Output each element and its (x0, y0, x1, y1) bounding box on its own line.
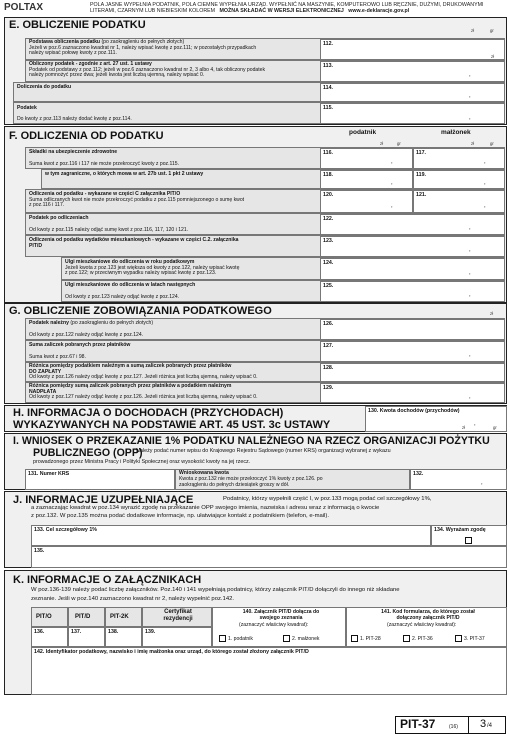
section-i (4, 433, 507, 490)
header-instructions (90, 2, 508, 14)
section-j-desc1: Podatnicy, którzy wypełnili część I, w poz.133 mogą podać cel szczegółowy 1%, (223, 496, 432, 502)
field-112-zl: zł (491, 54, 495, 59)
col-pito: PIT/O (31, 607, 68, 627)
section-j-title: J. INFORMACJE UZUPEŁNIAJĄCE (13, 494, 194, 506)
g-zl: zł (490, 311, 494, 316)
option-pit36-label: 2. PIT-36 (412, 636, 433, 642)
section-j-desc3: z poz.132. W poz.135 można podać dodatkowe informacje, np. ułatwiające kontakt z podatnikiem (telefon, e-mail). (31, 513, 329, 519)
amount-title: Wnioskowana kwota (179, 470, 229, 476)
section-k-title: K. INFORMACJE O ZAŁĄCZNIKACH (13, 574, 202, 586)
field-134 (431, 525, 507, 546)
section-h (4, 405, 507, 432)
field-119[interactable]: 119. , (413, 170, 505, 189)
col-taxpayer: podatnik (349, 129, 377, 136)
field-126[interactable]: 126. (320, 319, 505, 340)
section-j-desc2: a zaznaczając kwadrat w poz.134 wyrazić zgodę na przekazanie OPP swojego imienia, nazwiska i adresu wraz z informacją o kwocie (31, 505, 380, 511)
option-pit28-label: 1. PIT-28 (360, 636, 381, 642)
field-130-gr: gr (493, 425, 497, 430)
footer-form-box (395, 716, 506, 734)
row-129-label: Różnica pomiędzy sumą zaliczek pobranych przez płatników a podatkiem należnym NADPŁATA Od kwoty z poz.127 należy odjąć kwotę z poz.126. Jeżeli różnica jest liczbą ujemną, należy wpisać 0. (29, 383, 258, 401)
header-line1: POLA JASNE WYPEŁNIA PODATNIK, POLA CIEMNE WYPEŁNIA URZĄD. WYPEŁNIĆ NA MASZYNIE, KOMPUTEROWO LUB RĘCZNIE, DUŻYMI, DRUKOWANYMI (90, 2, 484, 8)
row-122-label: Podatek po odliczeniach (29, 215, 89, 221)
row-127 (25, 340, 505, 362)
field-140 (212, 607, 346, 647)
f-gr2: gr (490, 141, 494, 146)
section-e-title: E. OBLICZENIE PODATKU (9, 19, 146, 31)
field-135-label: 135. (34, 548, 45, 554)
row-115-desc: Do kwoty z poz.113 należy dodać kwotę z poz.114. (17, 116, 132, 122)
header-brand: POLTAX (4, 2, 44, 13)
field-125[interactable]: 125. , (320, 281, 505, 302)
field-133[interactable] (31, 525, 431, 546)
row-124 (61, 257, 505, 280)
field-130[interactable]: 130. Kwota dochodów (przychodów) , zł gr (365, 406, 507, 432)
option-spouse-label: 2. małżonek (292, 636, 320, 642)
field-140-title: 140. Załącznik PIT/D dołącza do swojego zeznania (242, 609, 320, 621)
row-115-label: Podatek (17, 105, 37, 111)
option-spouse-checkbox[interactable] (283, 635, 290, 642)
field-122[interactable]: 122. , (320, 214, 505, 235)
field-112[interactable] (320, 39, 505, 60)
amount-label-cell (175, 469, 410, 490)
field-138[interactable]: 138. (105, 627, 142, 647)
field-120[interactable]: 120. , (320, 190, 413, 213)
section-e (4, 17, 507, 125)
row-112 (25, 38, 505, 60)
field-114-num: 114. (323, 85, 334, 91)
section-j (4, 491, 507, 568)
col-pitd: PIT/D (68, 607, 105, 627)
col-spouse: małżonek (441, 129, 471, 136)
row-114 (13, 82, 505, 102)
field-139[interactable]: 139. (142, 627, 212, 647)
section-h-title (13, 407, 330, 431)
section-h-title1: H. INFORMACJA O DOCHODACH (PRZYCHODACH) (13, 407, 284, 419)
field-121[interactable]: 121. , (413, 190, 505, 213)
row-126-label: Podatek należny (po zaokrągleniu do pełnych złotych) (29, 320, 154, 326)
section-h-title2: WYKAZYWANYCH NA PODSTAWIE ART. 45 UST. 3c USTAWY (13, 419, 331, 431)
field-113-num: 113. (323, 63, 334, 69)
row-123-label: Odliczenia od podatku wydatków mieszkaniowych - wykazane w części C.2. załącznika PIT/D (29, 237, 239, 249)
header-line2 (90, 8, 508, 14)
section-g-title: G. OBLICZENIE ZOBOWIĄZANIA PODATKOWEGO (9, 305, 272, 317)
unit-zl: zł (471, 28, 475, 33)
row-128-label: Różnica pomiędzy podatkiem należnym a sumą zaliczek pobranych przez płatników DO ZAPŁATY Od kwoty z poz.126 należy odjąć kwotę z poz.127. Jeżeli różnica jest liczbą ujemną, należy wpisać 0. (29, 363, 258, 381)
field-127[interactable]: 127. , (320, 341, 505, 362)
field-128[interactable]: 128. (320, 363, 505, 382)
row-125 (61, 280, 505, 302)
col-pit2k: PIT-2K (105, 607, 142, 627)
footer-page: 3 (480, 718, 487, 730)
row-116-desc: Suma kwot z poz.116 i 117 nie może przekroczyć kwoty z poz.115. (29, 161, 180, 167)
footer-form-name: PIT-37 (400, 717, 436, 731)
option-taxpayer-checkbox[interactable] (219, 635, 226, 642)
row-125-desc: Od kwoty z poz.123 należy odjąć kwotę z poz.124. (65, 294, 180, 300)
row-116-label: Składki na ubezpieczenie zdrowotne (29, 149, 118, 155)
f-gr1: gr (397, 141, 401, 146)
footer-page-of: /4 (487, 723, 493, 729)
row-123 (25, 235, 505, 257)
f-zl2: zł (471, 141, 475, 146)
row-112-label: Podstawa obliczenia podatku (po zaokrągleniu do pełnych złotych) Jeżeli w poz.6 zaznaczono kwadrat nr 1, należy wpisać kwotę z poz.111; w pozostałych przypadkach należy wpisać połowę kwoty z poz.111. (29, 39, 257, 57)
field-141-title: 141. Kod formularza, do którego został dołączony załącznik PIT/D (381, 609, 475, 621)
field-132[interactable]: 132. , (410, 469, 507, 490)
row-127-desc: Suma kwot z poz.67 i 98. (29, 354, 86, 360)
f-zl1: zł (380, 141, 384, 146)
unit-gr: gr (490, 28, 494, 33)
section-f (4, 126, 507, 303)
field-113[interactable]: 113. , (320, 61, 505, 82)
row-126 (25, 318, 505, 340)
option-pit28-checkbox[interactable] (351, 635, 358, 642)
footer-form-version: (16) (449, 724, 458, 730)
field-124[interactable]: 124. , (320, 258, 505, 280)
row-118 (41, 169, 505, 189)
field-140-hint: (zaznaczyć właściwy kwadrat): (239, 622, 309, 628)
field-123[interactable]: 123. , (320, 236, 505, 257)
field-131[interactable] (25, 469, 175, 490)
field-141 (346, 607, 507, 647)
field-135[interactable] (31, 546, 507, 568)
row-122-desc: Od kwoty z poz.115 należy odjąć sumę kwot z poz.116, 117, 120 i 121. (29, 227, 189, 233)
header-line2b: MOŻNA SKŁADAĆ W WERSJI ELEKTRONICZNEJ (219, 8, 344, 14)
field-137[interactable]: 137. (68, 627, 105, 647)
header-line2a: LITERAMI, CZARNYM LUB NIEBIESKIM KOLOREM (90, 8, 216, 14)
field-133-label: 133. Cel szczegółowy 1% (34, 527, 98, 533)
field-116[interactable]: 116. , (320, 148, 413, 169)
section-g (4, 303, 507, 404)
field-141-hint: (zaznaczyć właściwy kwadrat): (387, 622, 457, 628)
field-142[interactable] (31, 647, 507, 695)
row-126-desc: Od kwoty z poz.122 należy odjąć kwotę z poz.124. (29, 332, 144, 338)
field-131-label: 131. Numer KRS (28, 471, 70, 477)
amount-desc: Kwota z poz.132 nie może przekroczyć 1% kwoty z poz.126. po zaokrągleniu do pełnych dziesiątek groszy w dół. (179, 476, 323, 488)
row-120 (25, 189, 505, 213)
section-i-desc2: prowadzonego przez Ministra Pracy i Polityki Społecznej oraz wysokość kwoty na jej rzecz. (33, 459, 251, 465)
section-k-desc1: W poz.136-139 należy podać liczbę załączników. Poz.140 i 141 wypełniają podatnicy, którzy załącznik PIT/D dołączyli do innego niż składane (31, 587, 400, 593)
option-pit36-checkbox[interactable] (403, 635, 410, 642)
option-pit37-checkbox[interactable] (455, 635, 462, 642)
field-130-zl: zł (462, 425, 466, 430)
field-136[interactable]: 136. (31, 627, 68, 647)
section-k (4, 570, 507, 695)
field-129[interactable]: 129. , (320, 383, 505, 403)
field-112-num: 112. (323, 41, 334, 47)
field-117[interactable]: 117. , (413, 148, 505, 169)
row-127-label: Suma zaliczek pobranych przez płatników (29, 342, 131, 348)
option-taxpayer-label: 1. podatnik (228, 636, 253, 642)
section-i-desc1: Należy podać numer wpisu do Krajowego Rejestru Sądowego (numer KRS) organizacji wybranej z wykazu (136, 448, 391, 454)
section-k-desc2: zeznanie. Jeśli w poz.140 zaznaczono kwadrat nr 2, należy wypełnić poz.142. (31, 596, 235, 602)
row-129 (25, 382, 505, 403)
field-115-num: 115. (323, 105, 334, 111)
field-130-label: 130. Kwota dochodów (przychodów) (368, 408, 460, 414)
section-i-title2: PUBLICZNEGO (OPP) (33, 447, 143, 459)
col-certificate: Certyfikat rezydencji (142, 607, 212, 627)
section-i-title1: I. WNIOSEK O PRZEKAZANIE 1% PODATKU NALEŻNEGO NA RZECZ ORGANIZACJI POŻYTKU (13, 435, 490, 447)
row-113-label: Obliczony podatek - zgodnie z art. 27 ust. 1 ustawy Podatek od podstawy z poz.112; jeżeli w poz.6 zaznaczono kwadrat nr 2, 3 albo 4, tak obliczony podatek należy pomnożyć przez dwa; jeżeli kwota jest liczbą ujemną, należy wpisać 0. (29, 61, 266, 79)
header-line2c: www.e-deklaracje.gov.pl (348, 8, 410, 14)
option-pit37-label: 3. PIT-37 (464, 636, 485, 642)
row-115 (13, 102, 505, 124)
row-120-label: Odliczenia od podatku - wykazane w części C załącznika PIT/O Suma odliczanych kwot nie może przekroczyć podatku z poz.115 pomniejszonego o sumę kwot z poz.116 i 117. (29, 191, 245, 209)
row-114-label: Doliczenia do podatku (17, 84, 72, 90)
field-114[interactable]: 114. , (320, 83, 505, 102)
row-113 (25, 60, 505, 82)
field-118[interactable]: 118. , (320, 170, 413, 189)
section-f-title: F. ODLICZENIA OD PODATKU (9, 130, 164, 142)
footer-divider (468, 717, 469, 733)
row-116 (25, 147, 505, 169)
field-134-label: 134. Wyrażam zgodę (434, 527, 486, 533)
field-142-label: 142. Identyfikator podatkowy, nazwisko i imię małżonka oraz urząd, do którego został złożony załącznik PIT/D (34, 649, 309, 655)
row-122 (25, 213, 505, 235)
row-125-label: Ulgi mieszkaniowe do odliczenia w latach następnych (65, 282, 196, 288)
row-128 (25, 362, 505, 382)
row-124-label: Ulgi mieszkaniowe do odliczenia w roku podatkowym Jeżeli kwota z poz.123 jest większa od kwoty z poz.122, należy wpisać kwotę z poz.122; w przeciwnym wypadku należy wpisać kwotę z poz.123. (65, 259, 240, 277)
field-115[interactable]: 115. , (320, 103, 505, 124)
consent-checkbox[interactable] (465, 537, 472, 544)
row-118-label: w tym zagraniczne, o których mowa w art. 27b ust. 1 pkt 2 ustawy (45, 171, 204, 177)
